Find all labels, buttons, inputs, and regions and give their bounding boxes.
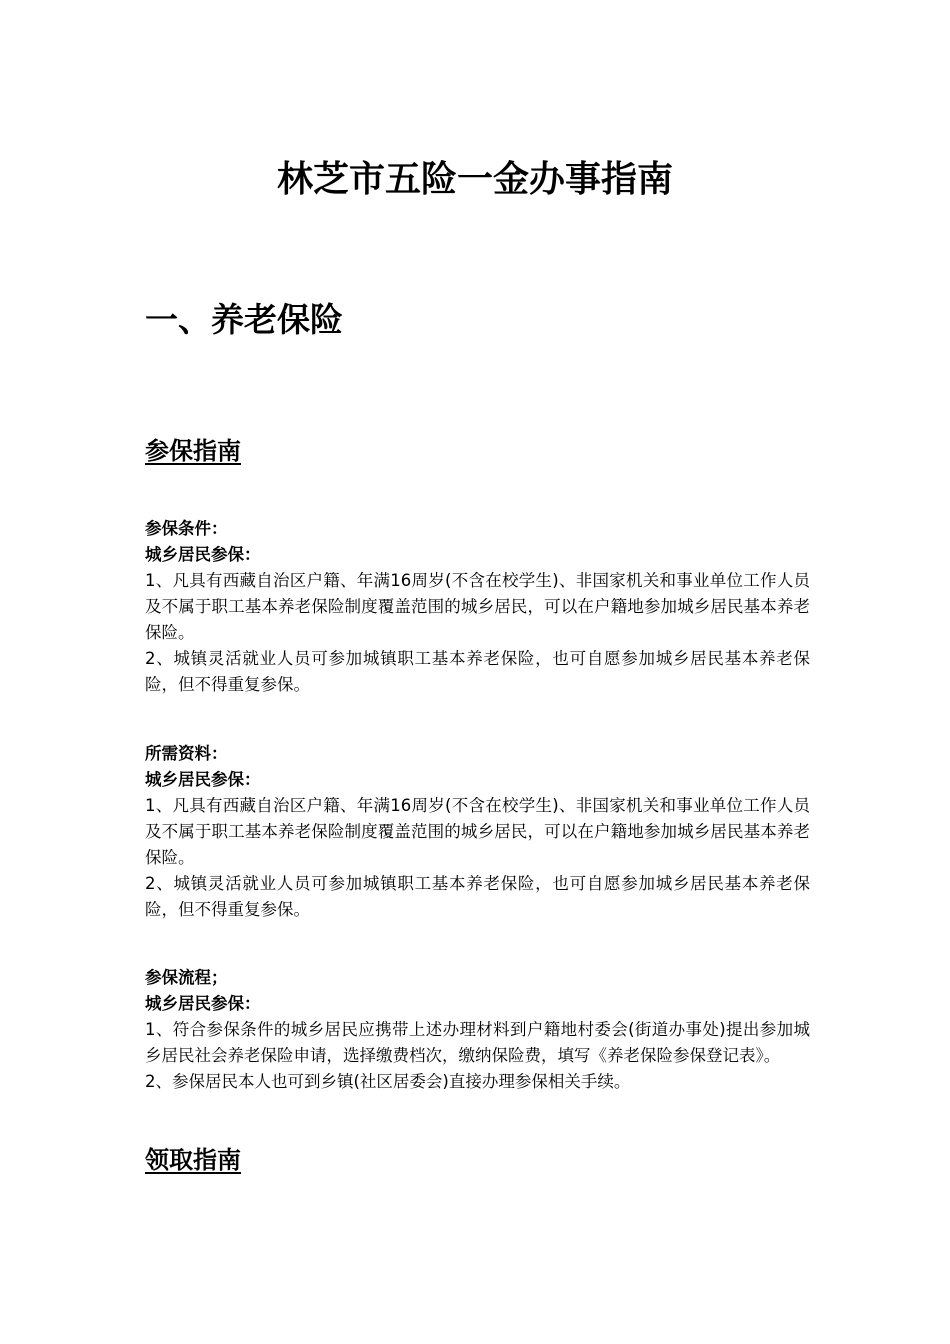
enrollment-process-item-1: 1、符合参保条件的城乡居民应携带上述办理材料到户籍地村委会(街道办事处)提出参加城乡居民社会养老保险申请，选择缴费档次，缴纳保险费，填写《养老保险参保登记表》。: [145, 1020, 810, 1065]
required-materials-group: 城乡居民参保：: [145, 770, 261, 789]
section-heading-pension: 一、养老保险: [145, 300, 343, 339]
required-materials-item-1: 1、凡具有西藏自治区户籍、年满16周岁(不含在校学生)、非国家机关和事业单位工作人员及不属于职工基本养老保险制度覆盖范围的城乡居民，可以在户籍地参加城乡居民基本养老保险。: [145, 796, 810, 867]
enrollment-conditions-item-2: 2、城镇灵活就业人员可参加城镇职工基本养老保险，也可自愿参加城乡居民基本养老保险，但不得重复参保。: [145, 649, 810, 694]
enrollment-conditions-block: [145, 516, 810, 698]
enrollment-conditions-item-1: 1、凡具有西藏自治区户籍、年满16周岁(不含在校学生)、非国家机关和事业单位工作人员及不属于职工基本养老保险制度覆盖范围的城乡居民，可以在户籍地参加城乡居民基本养老保险。: [145, 571, 810, 642]
enrollment-conditions-group: 城乡居民参保：: [145, 545, 261, 564]
enrollment-process-group: 城乡居民参保：: [145, 994, 261, 1013]
document-title: 林芝市五险一金办事指南: [276, 159, 673, 200]
enrollment-conditions-label: 参保条件：: [145, 519, 228, 538]
required-materials-item-2: 2、城镇灵活就业人员可参加城镇职工基本养老保险，也可自愿参加城乡居民基本养老保险，但不得重复参保。: [145, 874, 810, 919]
subheading-enrollment-guide: 参保指南: [145, 437, 241, 465]
enrollment-process-block: [145, 965, 810, 1095]
subheading-claim-guide: 领取指南: [145, 1146, 241, 1174]
required-materials-block: [145, 741, 810, 923]
enrollment-process-label: 参保流程；: [145, 968, 228, 987]
enrollment-process-item-2: 2、参保居民本人也可到乡镇(社区居委会)直接办理参保相关手续。: [145, 1072, 631, 1091]
required-materials-label: 所需资料：: [145, 744, 228, 763]
